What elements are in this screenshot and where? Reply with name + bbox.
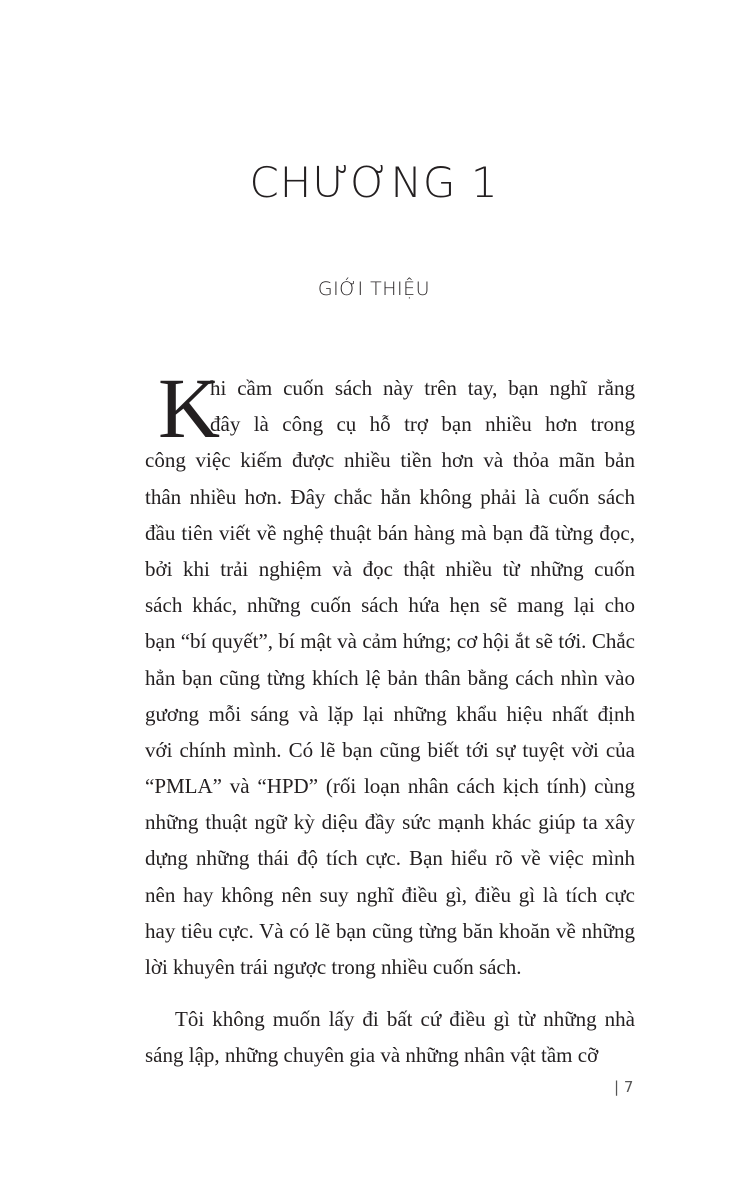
- drop-cap: K: [158, 360, 221, 456]
- text-line: sách khác, những cuốn sách hứa hẹn sẽ mang lại cho: [145, 593, 635, 618]
- text-line: sáng lập, những chuyên gia và những nhân vật tầm cỡ: [145, 1043, 599, 1068]
- text-line: những thuật ngữ kỳ diệu đầy sức mạnh khác giúp ta xây: [145, 810, 635, 835]
- chapter-title: CHƯƠNG 1: [249, 158, 499, 207]
- paragraph-2: [145, 1001, 635, 1073]
- text-line: lời khuyên trái ngược trong nhiều cuốn sách.: [145, 955, 522, 979]
- text-line: Tôi không muốn lấy đi bất cứ điều gì từ những nhà: [175, 1007, 635, 1032]
- text-line: nên hay không nên suy nghĩ điều gì, điều gì là tích cực: [145, 882, 635, 907]
- section-title: GIỚI THIỆU: [317, 278, 431, 300]
- text-line: dựng những thái độ tích cực. Bạn hiểu rõ về việc mình: [145, 846, 635, 871]
- text-line: “PMLA” và “HPD” (rối loạn nhân cách kịch tính) cùng: [145, 774, 635, 799]
- text-line: đây là công cụ hỗ trợ bạn nhiều hơn trong: [210, 412, 635, 437]
- text-line: bạn “bí quyết”, bí mật và cảm hứng; cơ hội ắt sẽ tới. Chắc: [145, 629, 635, 654]
- text-line: hi cầm cuốn sách này trên tay, bạn nghĩ rằng: [210, 376, 635, 400]
- text-line: hẳn bạn cũng từng khích lệ bản thân bằng cách nhìn vào: [145, 665, 635, 690]
- text-line: đầu tiên viết về nghệ thuật bán hàng mà bạn đã từng đọc,: [145, 520, 635, 545]
- text-line: thân nhiều hơn. Đây chắc hẳn không phải là cuốn sách: [145, 484, 635, 509]
- text-line: bởi khi trải nghiệm và đọc thật nhiều từ những cuốn: [145, 556, 635, 581]
- page-number: | 7: [614, 1078, 634, 1096]
- body-text: [145, 360, 635, 1074]
- paragraph-1: [145, 360, 635, 985]
- text-line: gương mỗi sáng và lặp lại những khẩu hiệu nhất định: [145, 701, 635, 726]
- text-line: với chính mình. Có lẽ bạn cũng biết tới sự tuyệt vời của: [145, 737, 635, 762]
- text-line: hay tiêu cực. Và có lẽ bạn cũng từng băn khoăn về những: [145, 918, 635, 943]
- text-line: công việc kiếm được nhiều tiền hơn và thỏa mãn bản: [145, 448, 635, 473]
